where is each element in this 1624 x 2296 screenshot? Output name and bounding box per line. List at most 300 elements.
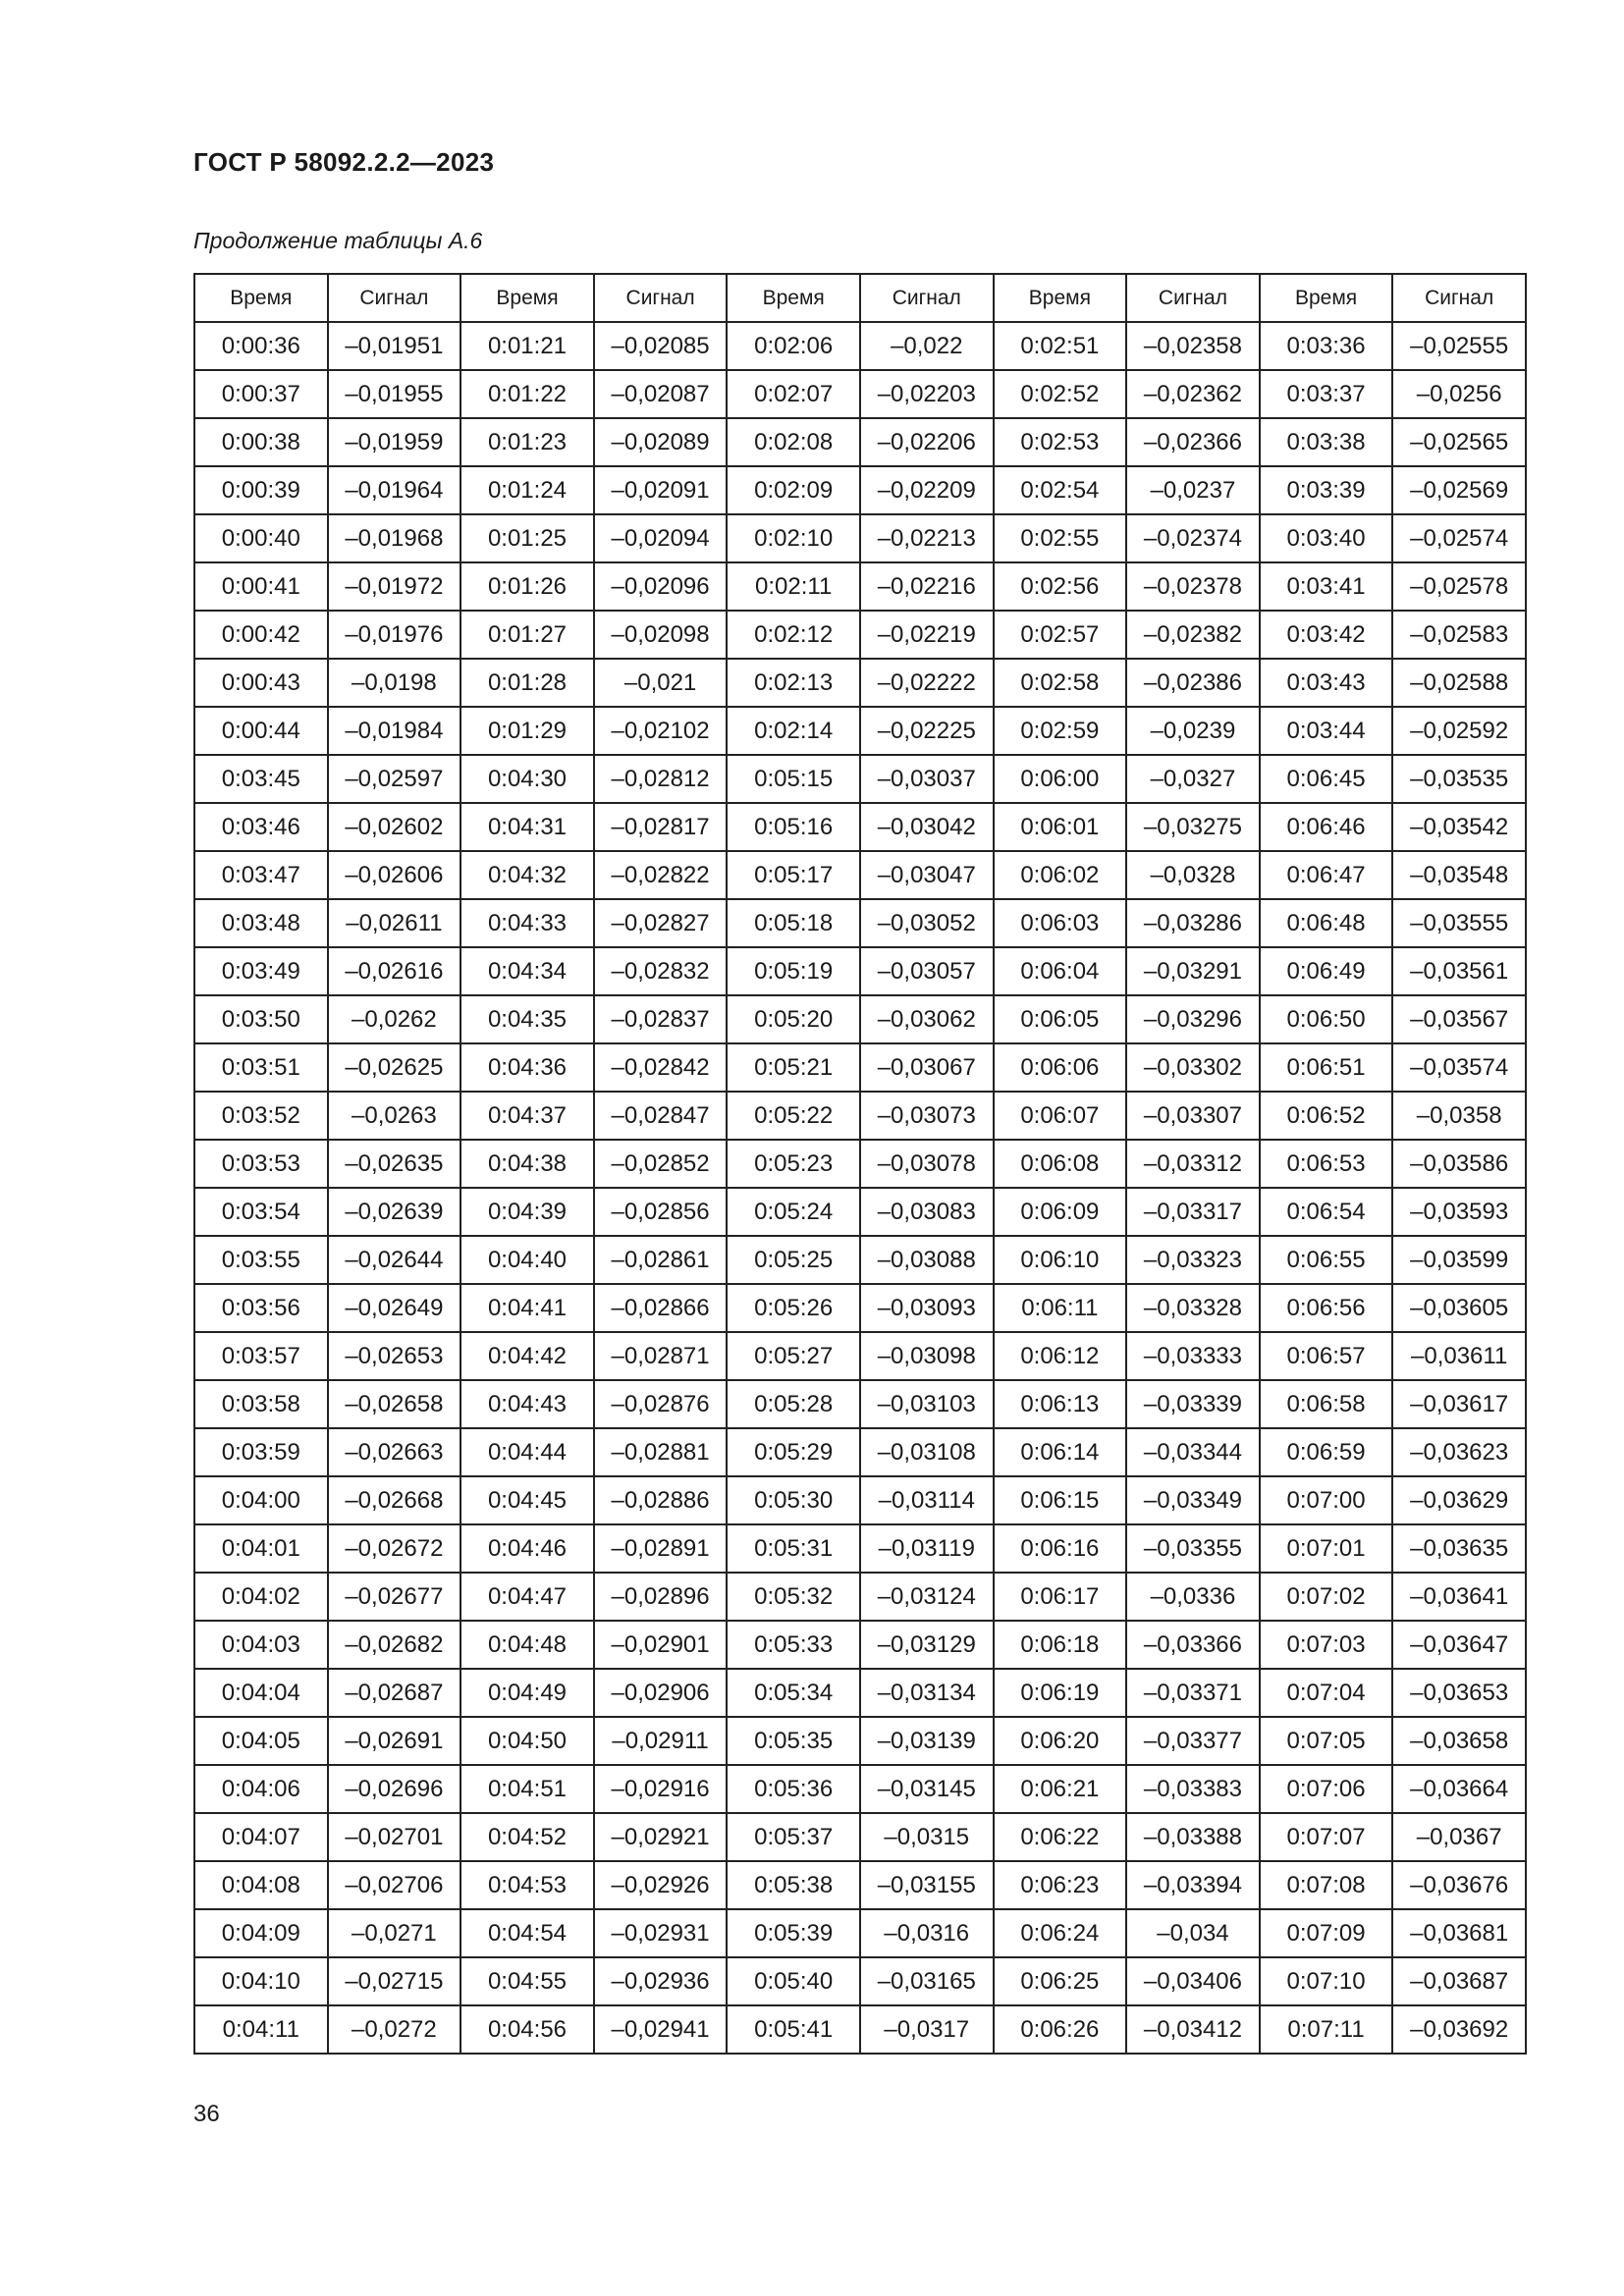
time-cell: 0:06:48 (1260, 899, 1393, 947)
time-cell: 0:03:41 (1260, 562, 1393, 611)
time-cell: 0:04:49 (460, 1669, 594, 1717)
signal-cell: –0,02842 (594, 1043, 728, 1092)
time-cell: 0:06:47 (1260, 851, 1393, 899)
signal-cell: –0,03542 (1392, 803, 1526, 851)
signal-cell: –0,02098 (594, 611, 728, 659)
signal-cell: –0,0336 (1126, 1573, 1260, 1621)
signal-cell: –0,03366 (1126, 1621, 1260, 1669)
time-cell: 0:06:58 (1260, 1380, 1393, 1428)
signal-cell: –0,02578 (1392, 562, 1526, 611)
time-cell: 0:03:44 (1260, 707, 1393, 755)
signal-cell: –0,02832 (594, 947, 728, 995)
signal-cell: –0,01976 (328, 611, 461, 659)
signal-cell: –0,03653 (1392, 1669, 1526, 1717)
table-row (194, 1573, 1526, 1621)
time-cell: 0:02:54 (994, 466, 1127, 514)
signal-cell: –0,03078 (860, 1140, 994, 1188)
table-row (194, 947, 1526, 995)
signal-cell: –0,01984 (328, 707, 461, 755)
time-cell: 0:00:42 (194, 611, 328, 659)
signal-cell: –0,03317 (1126, 1188, 1260, 1236)
signal-cell: –0,02847 (594, 1092, 728, 1140)
time-cell: 0:03:57 (194, 1332, 328, 1380)
time-cell: 0:05:15 (727, 755, 860, 803)
time-cell: 0:05:17 (727, 851, 860, 899)
time-cell: 0:05:30 (727, 1476, 860, 1524)
time-cell: 0:05:22 (727, 1092, 860, 1140)
table-row (194, 1861, 1526, 1909)
time-cell: 0:04:40 (460, 1236, 594, 1284)
time-cell: 0:03:38 (1260, 418, 1393, 466)
time-cell: 0:04:35 (460, 995, 594, 1043)
time-cell: 0:06:24 (994, 1909, 1127, 1957)
signal-cell: –0,03664 (1392, 1765, 1526, 1813)
table-row (194, 418, 1526, 466)
signal-cell: –0,02089 (594, 418, 728, 466)
signal-cell: –0,02822 (594, 851, 728, 899)
time-cell: 0:06:45 (1260, 755, 1393, 803)
table-row (194, 803, 1526, 851)
signal-cell: –0,02565 (1392, 418, 1526, 466)
table-row (194, 1188, 1526, 1236)
signal-cell: –0,02382 (1126, 611, 1260, 659)
table-row (194, 514, 1526, 562)
time-cell: 0:02:51 (994, 322, 1127, 370)
time-cell: 0:06:05 (994, 995, 1127, 1043)
time-cell: 0:04:11 (194, 2005, 328, 2054)
signal-cell: –0,03687 (1392, 1957, 1526, 2005)
time-cell: 0:06:25 (994, 1957, 1127, 2005)
signal-cell: –0,03344 (1126, 1428, 1260, 1476)
signal-cell: –0,03114 (860, 1476, 994, 1524)
signal-cell: –0,03548 (1392, 851, 1526, 899)
signal-cell: –0,02635 (328, 1140, 461, 1188)
time-cell: 0:00:41 (194, 562, 328, 611)
signal-cell: –0,02386 (1126, 659, 1260, 707)
time-cell: 0:00:36 (194, 322, 328, 370)
time-cell: 0:05:24 (727, 1188, 860, 1236)
data-table (193, 273, 1527, 2055)
signal-cell: –0,03349 (1126, 1476, 1260, 1524)
time-cell: 0:04:44 (460, 1428, 594, 1476)
time-cell: 0:07:01 (1260, 1524, 1393, 1573)
time-cell: 0:04:33 (460, 899, 594, 947)
table-row (194, 1284, 1526, 1332)
signal-cell: –0,02555 (1392, 322, 1526, 370)
time-cell: 0:04:43 (460, 1380, 594, 1428)
signal-cell: –0,0317 (860, 2005, 994, 2054)
time-cell: 0:03:58 (194, 1380, 328, 1428)
time-cell: 0:06:17 (994, 1573, 1127, 1621)
time-cell: 0:04:47 (460, 1573, 594, 1621)
time-cell: 0:05:19 (727, 947, 860, 995)
time-cell: 0:05:35 (727, 1717, 860, 1765)
signal-cell: –0,03052 (860, 899, 994, 947)
time-cell: 0:06:14 (994, 1428, 1127, 1476)
signal-cell: –0,02374 (1126, 514, 1260, 562)
signal-cell: –0,0271 (328, 1909, 461, 1957)
time-cell: 0:05:16 (727, 803, 860, 851)
signal-cell: –0,02213 (860, 514, 994, 562)
table-row (194, 899, 1526, 947)
time-cell: 0:02:11 (727, 562, 860, 611)
time-cell: 0:06:20 (994, 1717, 1127, 1765)
signal-cell: –0,0327 (1126, 755, 1260, 803)
signal-cell: –0,02682 (328, 1621, 461, 1669)
signal-cell: –0,03328 (1126, 1284, 1260, 1332)
signal-cell: –0,02921 (594, 1813, 728, 1861)
signal-cell: –0,02856 (594, 1188, 728, 1236)
signal-cell: –0,03623 (1392, 1428, 1526, 1476)
time-cell: 0:06:26 (994, 2005, 1127, 2054)
signal-cell: –0,02639 (328, 1188, 461, 1236)
table-row (194, 659, 1526, 707)
signal-cell: –0,02625 (328, 1043, 461, 1092)
signal-cell: –0,02366 (1126, 418, 1260, 466)
signal-cell: –0,03658 (1392, 1717, 1526, 1765)
signal-cell: –0,02362 (1126, 370, 1260, 418)
time-cell: 0:03:36 (1260, 322, 1393, 370)
signal-cell: –0,02378 (1126, 562, 1260, 611)
table-row (194, 611, 1526, 659)
table-row (194, 1957, 1526, 2005)
signal-cell: –0,02916 (594, 1765, 728, 1813)
signal-cell: –0,03599 (1392, 1236, 1526, 1284)
time-cell: 0:06:46 (1260, 803, 1393, 851)
time-cell: 0:06:03 (994, 899, 1127, 947)
time-cell: 0:06:13 (994, 1380, 1127, 1428)
time-cell: 0:02:52 (994, 370, 1127, 418)
signal-cell: –0,03593 (1392, 1188, 1526, 1236)
signal-cell: –0,0367 (1392, 1813, 1526, 1861)
time-cell: 0:05:20 (727, 995, 860, 1043)
time-cell: 0:02:10 (727, 514, 860, 562)
time-cell: 0:03:49 (194, 947, 328, 995)
time-cell: 0:04:02 (194, 1573, 328, 1621)
time-cell: 0:00:37 (194, 370, 328, 418)
time-cell: 0:05:37 (727, 1813, 860, 1861)
time-cell: 0:07:07 (1260, 1813, 1393, 1861)
time-cell: 0:06:08 (994, 1140, 1127, 1188)
signal-cell: –0,03394 (1126, 1861, 1260, 1909)
time-cell: 0:05:34 (727, 1669, 860, 1717)
time-cell: 0:03:54 (194, 1188, 328, 1236)
time-cell: 0:07:00 (1260, 1476, 1393, 1524)
time-cell: 0:04:46 (460, 1524, 594, 1573)
time-cell: 0:05:21 (727, 1043, 860, 1092)
signal-cell: –0,01972 (328, 562, 461, 611)
time-cell: 0:04:04 (194, 1669, 328, 1717)
time-cell: 0:04:00 (194, 1476, 328, 1524)
signal-cell: –0,0316 (860, 1909, 994, 1957)
signal-cell: –0,022 (860, 322, 994, 370)
column-header: Время (727, 274, 860, 322)
signal-cell: –0,0237 (1126, 466, 1260, 514)
time-cell: 0:05:25 (727, 1236, 860, 1284)
signal-cell: –0,03067 (860, 1043, 994, 1092)
time-cell: 0:01:21 (460, 322, 594, 370)
signal-cell: –0,02209 (860, 466, 994, 514)
time-cell: 0:04:48 (460, 1621, 594, 1669)
signal-cell: –0,02881 (594, 1428, 728, 1476)
signal-cell: –0,02649 (328, 1284, 461, 1332)
time-cell: 0:00:43 (194, 659, 328, 707)
signal-cell: –0,0256 (1392, 370, 1526, 418)
time-cell: 0:07:06 (1260, 1765, 1393, 1813)
time-cell: 0:04:55 (460, 1957, 594, 2005)
signal-cell: –0,02931 (594, 1909, 728, 1957)
time-cell: 0:03:56 (194, 1284, 328, 1332)
time-cell: 0:02:55 (994, 514, 1127, 562)
time-cell: 0:04:37 (460, 1092, 594, 1140)
time-cell: 0:01:29 (460, 707, 594, 755)
time-cell: 0:04:52 (460, 1813, 594, 1861)
column-header: Сигнал (1392, 274, 1526, 322)
table-row (194, 322, 1526, 370)
table-row (194, 370, 1526, 418)
signal-cell: –0,02602 (328, 803, 461, 851)
signal-cell: –0,02222 (860, 659, 994, 707)
time-cell: 0:04:31 (460, 803, 594, 851)
time-cell: 0:02:13 (727, 659, 860, 707)
signal-cell: –0,0198 (328, 659, 461, 707)
time-cell: 0:06:18 (994, 1621, 1127, 1669)
signal-cell: –0,02672 (328, 1524, 461, 1573)
time-cell: 0:06:21 (994, 1765, 1127, 1813)
signal-cell: –0,02102 (594, 707, 728, 755)
signal-cell: –0,02886 (594, 1476, 728, 1524)
signal-cell: –0,0262 (328, 995, 461, 1043)
document-header: ГОСТ Р 58092.2.2—2023 (193, 147, 495, 177)
time-cell: 0:06:57 (1260, 1332, 1393, 1380)
time-cell: 0:07:08 (1260, 1861, 1393, 1909)
time-cell: 0:05:32 (727, 1573, 860, 1621)
signal-cell: –0,03124 (860, 1573, 994, 1621)
time-cell: 0:02:57 (994, 611, 1127, 659)
time-cell: 0:03:47 (194, 851, 328, 899)
signal-cell: –0,03388 (1126, 1813, 1260, 1861)
signal-cell: –0,02569 (1392, 466, 1526, 514)
signal-cell: –0,02225 (860, 707, 994, 755)
time-cell: 0:02:56 (994, 562, 1127, 611)
signal-cell: –0,02876 (594, 1380, 728, 1428)
time-cell: 0:03:42 (1260, 611, 1393, 659)
time-cell: 0:06:10 (994, 1236, 1127, 1284)
time-cell: 0:06:53 (1260, 1140, 1393, 1188)
time-cell: 0:03:59 (194, 1428, 328, 1476)
signal-cell: –0,02687 (328, 1669, 461, 1717)
time-cell: 0:02:58 (994, 659, 1127, 707)
time-cell: 0:07:05 (1260, 1717, 1393, 1765)
table-row (194, 1476, 1526, 1524)
signal-cell: –0,02663 (328, 1428, 461, 1476)
time-cell: 0:04:56 (460, 2005, 594, 2054)
signal-cell: –0,02911 (594, 1717, 728, 1765)
time-cell: 0:04:53 (460, 1861, 594, 1909)
time-cell: 0:05:39 (727, 1909, 860, 1957)
time-cell: 0:06:23 (994, 1861, 1127, 1909)
signal-cell: –0,03635 (1392, 1524, 1526, 1573)
table-row (194, 562, 1526, 611)
signal-cell: –0,03647 (1392, 1621, 1526, 1669)
time-cell: 0:01:23 (460, 418, 594, 466)
time-cell: 0:04:42 (460, 1332, 594, 1380)
signal-cell: –0,03083 (860, 1188, 994, 1236)
signal-cell: –0,02606 (328, 851, 461, 899)
signal-cell: –0,03129 (860, 1621, 994, 1669)
signal-cell: –0,02871 (594, 1332, 728, 1380)
time-cell: 0:03:45 (194, 755, 328, 803)
signal-cell: –0,03155 (860, 1861, 994, 1909)
time-cell: 0:04:05 (194, 1717, 328, 1765)
signal-cell: –0,03088 (860, 1236, 994, 1284)
time-cell: 0:00:39 (194, 466, 328, 514)
signal-cell: –0,02852 (594, 1140, 728, 1188)
table-row (194, 995, 1526, 1043)
signal-cell: –0,03339 (1126, 1380, 1260, 1428)
signal-cell: –0,0272 (328, 2005, 461, 2054)
time-cell: 0:00:38 (194, 418, 328, 466)
time-cell: 0:05:36 (727, 1765, 860, 1813)
signal-cell: –0,03103 (860, 1380, 994, 1428)
time-cell: 0:05:18 (727, 899, 860, 947)
signal-cell: –0,03574 (1392, 1043, 1526, 1092)
time-cell: 0:03:43 (1260, 659, 1393, 707)
time-cell: 0:00:40 (194, 514, 328, 562)
time-cell: 0:06:19 (994, 1669, 1127, 1717)
time-cell: 0:02:14 (727, 707, 860, 755)
time-cell: 0:07:09 (1260, 1909, 1393, 1957)
time-cell: 0:02:06 (727, 322, 860, 370)
signal-cell: –0,02827 (594, 899, 728, 947)
signal-cell: –0,03134 (860, 1669, 994, 1717)
signal-cell: –0,03355 (1126, 1524, 1260, 1573)
signal-cell: –0,02926 (594, 1861, 728, 1909)
time-cell: 0:03:48 (194, 899, 328, 947)
signal-cell: –0,02616 (328, 947, 461, 995)
signal-cell: –0,02583 (1392, 611, 1526, 659)
time-cell: 0:01:24 (460, 466, 594, 514)
time-cell: 0:04:01 (194, 1524, 328, 1573)
signal-cell: –0,01959 (328, 418, 461, 466)
table-caption: Продолжение таблицы А.6 (193, 228, 483, 253)
time-cell: 0:03:51 (194, 1043, 328, 1092)
time-cell: 0:06:59 (1260, 1428, 1393, 1476)
signal-cell: –0,02574 (1392, 514, 1526, 562)
table-row (194, 1236, 1526, 1284)
time-cell: 0:01:26 (460, 562, 594, 611)
signal-cell: –0,02896 (594, 1573, 728, 1621)
time-cell: 0:07:02 (1260, 1573, 1393, 1621)
signal-cell: –0,02592 (1392, 707, 1526, 755)
signal-cell: –0,02203 (860, 370, 994, 418)
signal-cell: –0,03302 (1126, 1043, 1260, 1092)
signal-cell: –0,02906 (594, 1669, 728, 1717)
signal-cell: –0,03611 (1392, 1332, 1526, 1380)
time-cell: 0:04:03 (194, 1621, 328, 1669)
table-row (194, 1140, 1526, 1188)
table-row (194, 2005, 1526, 2054)
column-header: Сигнал (860, 274, 994, 322)
signal-cell: –0,02206 (860, 418, 994, 466)
table-row (194, 1909, 1526, 1957)
signal-cell: –0,02588 (1392, 659, 1526, 707)
table-row (194, 1669, 1526, 1717)
signal-cell: –0,03561 (1392, 947, 1526, 995)
time-cell: 0:07:04 (1260, 1669, 1393, 1717)
signal-cell: –0,02096 (594, 562, 728, 611)
time-cell: 0:04:07 (194, 1813, 328, 1861)
signal-cell: –0,03108 (860, 1428, 994, 1476)
time-cell: 0:04:45 (460, 1476, 594, 1524)
time-cell: 0:04:51 (460, 1765, 594, 1813)
signal-cell: –0,03312 (1126, 1140, 1260, 1188)
signal-cell: –0,02866 (594, 1284, 728, 1332)
time-cell: 0:07:11 (1260, 2005, 1393, 2054)
signal-cell: –0,03057 (860, 947, 994, 995)
time-cell: 0:04:38 (460, 1140, 594, 1188)
signal-cell: –0,02696 (328, 1765, 461, 1813)
time-cell: 0:05:26 (727, 1284, 860, 1332)
signal-cell: –0,02091 (594, 466, 728, 514)
time-cell: 0:06:22 (994, 1813, 1127, 1861)
time-cell: 0:04:30 (460, 755, 594, 803)
signal-cell: –0,03119 (860, 1524, 994, 1573)
time-cell: 0:06:51 (1260, 1043, 1393, 1092)
signal-cell: –0,03641 (1392, 1573, 1526, 1621)
signal-cell: –0,03073 (860, 1092, 994, 1140)
table-row (194, 1765, 1526, 1813)
signal-cell: –0,03275 (1126, 803, 1260, 851)
time-cell: 0:03:46 (194, 803, 328, 851)
time-cell: 0:06:01 (994, 803, 1127, 851)
time-cell: 0:05:28 (727, 1380, 860, 1428)
table-row (194, 1621, 1526, 1669)
table-row (194, 1524, 1526, 1573)
time-cell: 0:04:34 (460, 947, 594, 995)
signal-cell: –0,0315 (860, 1813, 994, 1861)
signal-cell: –0,02653 (328, 1332, 461, 1380)
signal-cell: –0,03676 (1392, 1861, 1526, 1909)
signal-cell: –0,03377 (1126, 1717, 1260, 1765)
time-cell: 0:04:32 (460, 851, 594, 899)
time-cell: 0:06:11 (994, 1284, 1127, 1332)
signal-cell: –0,03586 (1392, 1140, 1526, 1188)
column-header: Время (994, 274, 1127, 322)
time-cell: 0:05:41 (727, 2005, 860, 2054)
time-cell: 0:04:50 (460, 1717, 594, 1765)
time-cell: 0:03:55 (194, 1236, 328, 1284)
time-cell: 0:06:52 (1260, 1092, 1393, 1140)
time-cell: 0:04:08 (194, 1861, 328, 1909)
signal-cell: –0,03042 (860, 803, 994, 851)
signal-cell: –0,03098 (860, 1332, 994, 1380)
signal-cell: –0,03286 (1126, 899, 1260, 947)
signal-cell: –0,02691 (328, 1717, 461, 1765)
signal-cell: –0,02668 (328, 1476, 461, 1524)
signal-cell: –0,0239 (1126, 707, 1260, 755)
time-cell: 0:01:27 (460, 611, 594, 659)
time-cell: 0:01:22 (460, 370, 594, 418)
signal-cell: –0,03692 (1392, 2005, 1526, 2054)
signal-cell: –0,03165 (860, 1957, 994, 2005)
signal-cell: –0,01955 (328, 370, 461, 418)
time-cell: 0:02:53 (994, 418, 1127, 466)
signal-cell: –0,021 (594, 659, 728, 707)
time-cell: 0:06:50 (1260, 995, 1393, 1043)
time-cell: 0:06:06 (994, 1043, 1127, 1092)
table-body (194, 322, 1526, 2054)
